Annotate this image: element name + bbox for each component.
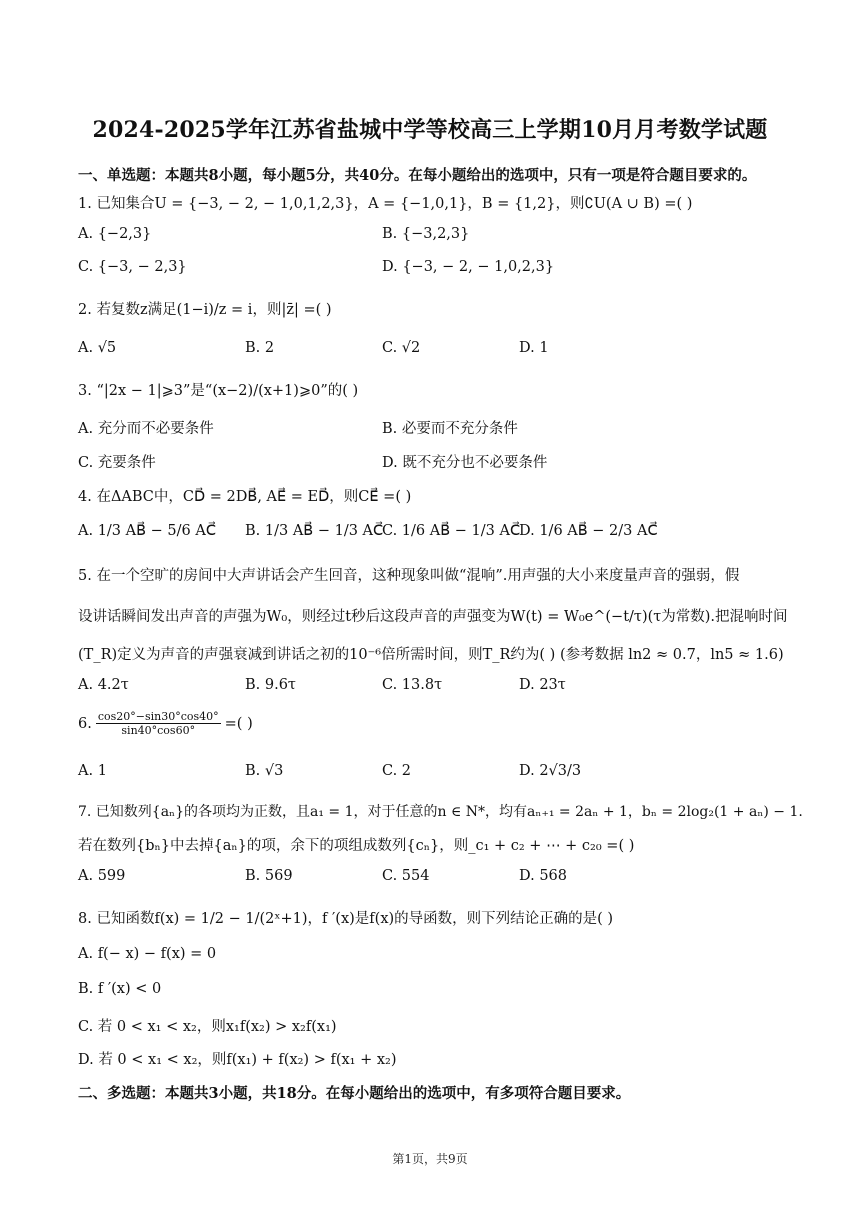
question-8-option-a: A. f(− x) − f(x) = 0 xyxy=(78,946,217,962)
question-6-option-d: D. 2√3/3 xyxy=(519,763,582,779)
question-7-option-c: C. 554 xyxy=(382,868,430,884)
section-heading-multi-choice: 二、多选题：本题共3小题，共18分。在每小题给出的选项中，有多项符合题目要求。 xyxy=(78,1085,631,1102)
question-8-option-b: B. f ′(x) < 0 xyxy=(78,981,162,997)
question-4-option-b: B. 1/3 AB⃗ − 1/3 AC⃗ xyxy=(245,523,384,539)
question-4-option-d: D. 1/6 AB⃗ − 2/3 AC⃗ xyxy=(519,523,658,539)
page-title: 2024-2025学年江苏省盐城中学等校高三上学期10月月考数学试题 xyxy=(92,117,768,143)
question-7-line-2: 若在数列{bₙ}中去掉{aₙ}的项，余下的项组成数列{cₙ}，则_c₁ + c₂ + ⋯ + c₂₀ =( ) xyxy=(78,838,635,854)
question-1-stem: 1. 已知集合U = {−3, − 2, − 1,0,1,2,3}，A = {−1,0,1}，B = {1,2}，则∁U(A ∪ B) =( ) xyxy=(78,196,693,212)
question-3-option-b: B. 必要而不充分条件 xyxy=(382,421,518,437)
question-6-stem xyxy=(78,710,253,737)
question-2-stem: 2. 若复数z满足(1−i)/z = i，则|z̄| =( ) xyxy=(78,302,332,318)
question-1-option-d: D. {−3, − 2, − 1,0,2,3} xyxy=(382,259,555,275)
question-4-option-c: C. 1/6 AB⃗ − 1/3 AC⃗ xyxy=(382,523,521,539)
question-6-option-a: A. 1 xyxy=(78,763,107,779)
question-5-option-c: C. 13.8τ xyxy=(382,677,443,693)
question-7-option-d: D. 568 xyxy=(519,868,568,884)
section-heading-single-choice: 一、单选题：本题共8小题，每小题5分，共40分。在每小题给出的选项中，只有一项是符合题目要求的。 xyxy=(78,167,757,184)
question-6-prefix: 6. xyxy=(78,715,92,732)
question-6-option-c: C. 2 xyxy=(382,763,412,779)
question-4-stem: 4. 在ΔABC中，CD⃗ = 2DB⃗, AE⃗ = ED⃗，则CE⃗ =( ) xyxy=(78,489,412,505)
question-5-line-2: 设讲话瞬间发出声音的声强为W₀，则经过t秒后这段声音的声强变为W(t) = W₀e^(−t/τ)(τ为常数).把混响时间 xyxy=(78,609,788,625)
question-8-option-c: C. 若 0 < x₁ < x₂，则x₁f(x₂) > x₂f(x₁) xyxy=(78,1019,337,1035)
question-3-option-a: A. 充分而不必要条件 xyxy=(78,421,214,437)
question-6-fraction xyxy=(96,710,221,737)
question-4-option-a: A. 1/3 AB⃗ − 5/6 AC⃗ xyxy=(78,523,216,539)
question-5-option-a: A. 4.2τ xyxy=(78,677,129,693)
question-2-option-c: C. √2 xyxy=(382,340,421,356)
question-2-option-a: A. √5 xyxy=(78,340,117,356)
question-7-option-a: A. 599 xyxy=(78,868,126,884)
question-3-option-d: D. 既不充分也不必要条件 xyxy=(382,455,548,471)
question-1-option-a: A. {−2,3} xyxy=(78,226,152,242)
question-5-option-b: B. 9.6τ xyxy=(245,677,296,693)
question-5-line-1: 5. 在一个空旷的房间中大声讲话会产生回音，这种现象叫做“混响”.用声强的大小来度量声音的强弱，假 xyxy=(78,568,740,584)
question-5-option-d: D. 23τ xyxy=(519,677,566,693)
question-2-option-b: B. 2 xyxy=(245,340,275,356)
page-footer: 第1页，共9页 xyxy=(392,1152,468,1166)
question-3-option-c: C. 充要条件 xyxy=(78,455,156,471)
question-6-suffix: =( ) xyxy=(224,715,253,732)
question-7-line-1: 7. 已知数列{aₙ}的各项均为正数，且a₁ = 1，对于任意的n ∈ N*，均有aₙ₊₁ = 2aₙ + 1，bₙ = 2log₂(1 + aₙ) − 1. xyxy=(78,804,803,820)
question-6-numerator: cos20°−sin30°cos40° xyxy=(97,710,219,723)
question-7-option-b: B. 569 xyxy=(245,868,293,884)
question-1-option-c: C. {−3, − 2,3} xyxy=(78,259,187,275)
question-1-option-b: B. {−3,2,3} xyxy=(382,226,470,242)
question-6-denominator: sin40°cos60° xyxy=(121,724,196,737)
question-3-stem: 3. “|2x − 1|⩾3”是“(x−2)/(x+1)⩾0”的( ) xyxy=(78,383,359,399)
question-8-stem: 8. 已知函数f(x) = 1/2 − 1/(2ˣ+1)，f ′(x)是f(x)的导函数，则下列结论正确的是( ) xyxy=(78,911,614,927)
question-8-option-d: D. 若 0 < x₁ < x₂，则f(x₁) + f(x₂) > f(x₁ + x₂) xyxy=(78,1052,397,1068)
question-6-option-b: B. √3 xyxy=(245,763,284,779)
question-5-line-3: (T_R)定义为声音的声强衰减到讲话之初的10⁻⁶倍所需时间，则T_R约为( ) (参考数据 ln2 ≈ 0.7，ln5 ≈ 1.6) xyxy=(78,647,784,663)
question-2-option-d: D. 1 xyxy=(519,340,549,356)
